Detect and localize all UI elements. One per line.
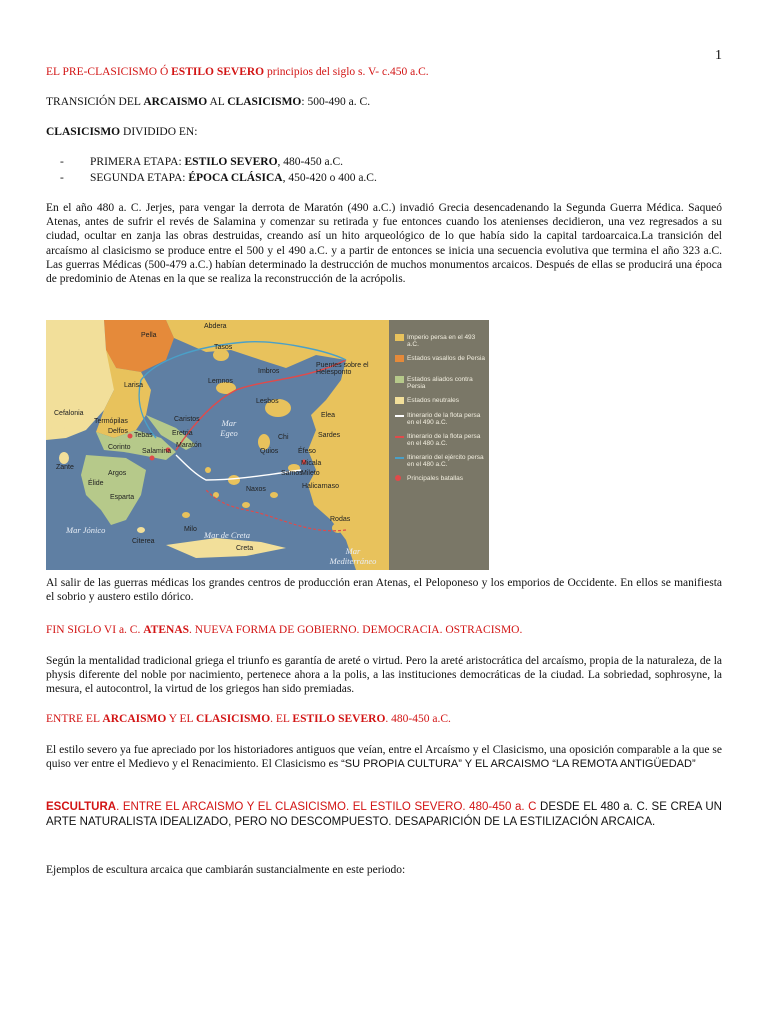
crete-island (166, 538, 286, 558)
legend-swatch (395, 334, 404, 341)
map-label: Corinto (108, 444, 131, 451)
map-label: Samos (281, 470, 303, 477)
map-label: Naxos (246, 486, 266, 493)
cefalonia-island (51, 419, 65, 437)
legend-swatch (395, 475, 401, 481)
battle-marker (128, 434, 133, 439)
map-label: Creta (236, 545, 254, 552)
map-label: Tebas (134, 432, 153, 439)
citerea-island (137, 527, 145, 533)
map-label: Sardes (318, 432, 341, 439)
map-label: Abdera (204, 323, 227, 330)
map-label: Caristos (174, 416, 200, 423)
paragraph-arete: Según la mentalidad tradicional griega el triunfo es garantía de areté o virtud. Pero la areté aristocrática del arcaísmo, propia de la naturaleza, de la physis diferente del noble por nacimiento, pertenece ahora a la polis, a las instituciones democráticas de la ciudad. La sobriedad, sophrosyne, la mesura, el autocontrol, la virtud de los griegos han sido premiadas. (46, 655, 722, 696)
map-label: Zante (56, 464, 74, 471)
map-label: Termópilas (94, 418, 128, 425)
island (270, 492, 278, 498)
peloponnese-region (81, 455, 146, 525)
map-label: Citerea (132, 538, 155, 545)
legend-swatch (395, 355, 404, 362)
island (242, 502, 250, 508)
map-label: Mileto (301, 470, 320, 477)
macedonia-region (104, 320, 174, 372)
island (205, 467, 211, 473)
map-label: Puentes sobre el Helesponto (316, 362, 369, 376)
map-label: Pella (141, 332, 157, 339)
paragraph-escultura: ESCULTURA. ENTRE EL ARCAISMO Y EL CLASICISMO. EL ESTILO SEVERO. 480-450 a. C DESDE EL 480 a. C. SE CREA UN ARTE NATURALISTA IDEALIZADO, PERO NO DESCOMPUESTO. DESAPARICIÓN DE LA ESTILIZACIÓN ARCAICA. (46, 801, 722, 828)
map-label: Cefalonia (54, 410, 84, 417)
map-label: Éfeso (298, 448, 316, 455)
map-label: Lemnos (208, 378, 233, 385)
battle-marker (150, 456, 155, 461)
map-label: Maratón (176, 442, 202, 449)
legend-swatch (395, 397, 404, 404)
map-label: Quios (260, 448, 279, 455)
heading-entre: ENTRE EL ARCAISMO Y EL CLASICISMO. EL ESTILO SEVERO. 480-450 a.C. (46, 713, 451, 725)
sea-label-mediterraneo: Mar Mediterráneo (329, 546, 377, 566)
sea-label-creta: Mar de Creta (204, 530, 250, 540)
paragraph-ejemplos: Ejemplos de escultura arcaica que cambiarán sustancialmente en este periodo: (46, 864, 406, 876)
document-page: 1 EL PRE-CLASICISMO Ó ESTILO SEVERO principios del siglo s. V- c.450 a.C. TRANSICIÓN DEL ARCAISMO AL CLASICISMO: 500-490 a. C. CLASICISMO DIVIDIDO EN: - PRIMERA ETAPA: ESTILO SEVERO, 480-450 a.C. - SEGUNDA ETAPA: ÉPOCA CLÁSICA, 450-420 o 400 a.C. En el año 480 a. C. Jerjes, para vengar la derrota de Maratón (490 a.C.) invadió Grecia desencadenando la Segunda Guerra Médica. Saqueó Atenas, antes de sufrir el revés de Salamina y comenzar su retirada y fue entonces cuando los atenienses decidieron, una vez regresados a su ciudad, ocultar en zanja las obras destruidas, creando así un hito arqueológico de lo que había sido la capital tardoarcaica.La transición del arcaísmo al clasicismo se produce entre el 500 y el 490 a.C. y a partir de entonces se inicia una secuencia evolutiva que termina el año 323 a.C. Las guerras Médicas (500-479 a.C.) habían determinado la destrucción de muchos monumentos arcaicos. Después de ellas se producirá una época de predominio de Atenas en la que se realiza la reconstrucción de la acrópolis. Pella Abdera Tasos Larisa Imbros Puentes sobre el Helesponto Lemnos Lesbos Elea Quios Sardes Termópilas Delfos Tebas Caristos Eretria Maratón Salamina Corinto Éfeso Micala Mileto Samos Halicarnaso Naxos Cefalonia Zante Argos Esparta Élide Milo Citerea Creta Rodas Chi Mar Egeo Mar Jónico Mar de Creta Mar Mediterráneo Imperio persa en el 493 a.C. Estados vasallos de Persia Estados aliados contra Persia Estados neutrales Itinerario de la flota persa en el 490 a.C. Itinerario de la flota persa en el 480 a.C. Itinerario del ejército persa en el 480 a.C. Principales batallas Al salir de las guerras médicas los grandes centros de producción eran Atenas, el Peloponeso y los emporios de Occidente. En ellos se manifiesta el sobrio y austero estilo dórico. FIN SIGLO VI a. C. ATENAS. NUEVA FORMA DE GOBIERNO. DEMOCRACIA. OSTRACISMO. Según la mentalidad tradicional griega el triunfo es garantía de areté o virtud. Pero la areté aristocrática del arcaísmo, propia de la naturaleza, de la physis diferente del noble por nacimiento, pertenece ahora a la polis, a las instituciones democráticas de la ciudad. La sobriedad, sophrosyne, la mesura, el autocontrol, la virtud de los griegos han sido premiadas. ENTRE EL ARCAISMO Y EL CLASICISMO. EL ESTILO SEVERO. 480-450 a.C. El estilo severo ya fue apreciado por los historiadores antiguos que veían, entre el Arcaísmo y el Clasicismo, una oposición comparable a la que se quiso ver entre el Medievo y el Renacimiento. El Clasicismo es “SU PROPIA CULTURA” Y EL ARCAISMO “LA REMOTA ANTIGÜEDAD” ESCULTURA. ENTRE EL ARCAISMO Y EL CLASICISMO. EL ESTILO SEVERO. 480-450 a. C DESDE EL 480 a. C. SE CREA UN ARTE NATURALISTA IDEALIZADO, PERO NO DESCOMPUESTO. DESAPARICIÓN DE LA ESTILIZACIÓN ARCAICA. Ejemplos de escultura arcaica que cambiarán sustancialmente en este periodo: (46, 48, 722, 876)
map-label: Eretria (172, 430, 193, 437)
map-label: Tasos (214, 344, 233, 351)
map-label: Larisa (124, 382, 144, 389)
milo-island (182, 512, 190, 518)
legend-swatch (395, 415, 404, 417)
map-caption: Al salir de las guerras médicas los grandes centros de producción eran Atenas, el Peloponeso y los emporios de Occidente. En ellos se manifiesta el sobrio y austero estilo dórico. (46, 577, 722, 604)
heading-transicion: TRANSICIÓN DEL ARCAISMO AL CLASICISMO: 500-490 a. C. (46, 96, 371, 108)
sea-label-egeo: Mar Egeo (220, 418, 238, 438)
zante-island (59, 452, 69, 464)
map-label: Milo (184, 526, 197, 533)
sea-label-jonico: Mar Jónico (66, 525, 106, 535)
map-label: Delfos (108, 428, 128, 435)
map-label: Esparta (110, 494, 135, 501)
map-label: Halicarnaso (302, 483, 339, 490)
map-label: Chi (278, 434, 289, 441)
heading-pre-clasicismo: EL PRE-CLASICISMO Ó ESTILO SEVERO principios del siglo s. V- c.450 a.C. (46, 66, 429, 78)
map-legend: Imperio persa en el 493 a.C. Estados vasallos de Persia Estados aliados contra Persia Estados neutrales Itinerario de la flota persa en el 490 a.C. Itinerario de la flota persa en el 480 a.C. Itinerario del ejército persa en el 480 a.C. Principales batallas (389, 320, 489, 570)
legend-swatch (395, 457, 404, 459)
rodas-island (332, 523, 344, 533)
map-label: Rodas (330, 516, 351, 523)
map-label: Salamina (142, 448, 172, 455)
heading-fin-siglo: FIN SIGLO VI a. C. ATENAS. NUEVA FORMA DE GOBIERNO. DEMOCRACIA. OSTRACISMO. (46, 624, 523, 636)
legend-swatch (395, 376, 404, 383)
paragraph-estilo-severo: El estilo severo ya fue apreciado por los historiadores antiguos que veían, entre el Arcaísmo y el Clasicismo, una oposición comparable a la que se quiso ver entre el Medievo y el Renacimiento. El Clasicismo es “SU PROPIA CULTURA” Y EL ARCAISMO “LA REMOTA ANTIGÜEDAD” (46, 744, 722, 771)
map-label: Argos (108, 470, 127, 477)
map-label: Élide (88, 480, 104, 487)
legend-swatch (395, 436, 404, 438)
heading-dividido: CLASICISMO DIVIDIDO EN: (46, 126, 198, 138)
paragraph-jerjes: En el año 480 a. C. Jerjes, para vengar la derrota de Maratón (490 a.C.) invadió Grecia desencadenando la Segunda Guerra Médica. Saqueó Atenas, antes de sufrir el revés de Salamina y comenzar su retirada y fue entonces cuando los atenienses decidieron, una vez regresados a su ciudad, ocultar en zanja las obras destruidas, creando así un hito arqueológico de lo que había sido la capital tardoarcaica.La transición del arcaísmo al clasicismo se produce entre el 500 y el 490 a.C. y a partir de entonces se inicia una secuencia evolutiva que termina el año 323 a.C. Las guerras Médicas (500-479 a.C.) habían determinado la destrucción de muchos monumentos arcaicos. Después de ellas se producirá una época de predominio de Atenas en la que se realiza la reconstrucción de la acrópolis. (46, 202, 722, 286)
map-label: Lesbos (256, 398, 279, 405)
page-number: 1 (715, 48, 722, 63)
map-label: Elea (321, 412, 336, 419)
map-label: Imbros (258, 368, 280, 375)
map-label: Micala (301, 460, 322, 467)
naxos-island (228, 475, 240, 485)
